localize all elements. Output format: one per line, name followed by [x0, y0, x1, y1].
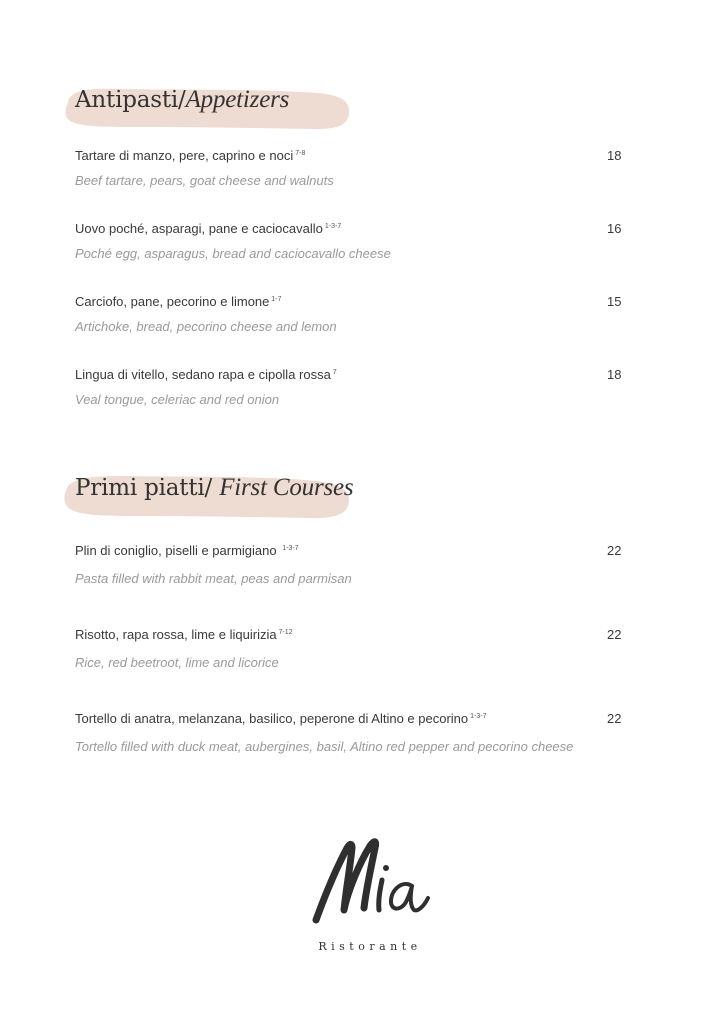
- allergen-codes: 7-12: [278, 629, 293, 636]
- dish-description: Beef tartare, pears, goat cheese and walnuts: [75, 173, 334, 188]
- dish-name: Carciofo, pane, pecorino e limone $^{1-7}$: [75, 294, 282, 309]
- dish-price: 15: [607, 294, 622, 309]
- allergen-codes: 1-3-7: [470, 713, 487, 720]
- dish-name: Risotto, rapa rossa, lime e liquirizia $^{7-12}$: [75, 627, 293, 642]
- dish-price: 22: [607, 627, 622, 642]
- section-primi-piatti: [0, 468, 724, 754]
- dish-description: Rice, red beetroot, lime and licorice: [75, 655, 279, 670]
- dish-name: Lingua di vitello, sedano rapa e cipolla rossa $^7$: [75, 367, 337, 382]
- dish-price: 22: [607, 543, 622, 558]
- dish-name: Tortello di anatra, melanzana, basilico, peperone di Altino e pecorino $^{1-3-7}$: [75, 711, 487, 726]
- dish-description: Poché egg, asparagus, bread and caciocavallo cheese: [75, 246, 391, 261]
- logo-subtitle: Ristorante: [318, 940, 422, 953]
- section-title: Primi piatti/ First Courses: [75, 474, 354, 501]
- dish-description: Veal tongue, celeriac and red onion: [75, 392, 280, 407]
- dish-name: Uovo poché, asparagi, pane e caciocavallo $^{1-3-7}$: [75, 221, 342, 236]
- dish-name: Tartare di manzo, pere, caprino e noci $^{7-8}$: [75, 148, 306, 163]
- dish-description: Artichoke, bread, pecorino cheese and lemon: [75, 319, 337, 334]
- dish-description: Tortello filled with duck meat, aubergines, basil, Altino red pepper and pecorino cheese: [75, 739, 574, 754]
- allergen-codes: 1-3-7: [282, 545, 299, 552]
- allergen-codes: 7-8: [295, 150, 306, 157]
- dish-price: 22: [607, 711, 622, 726]
- dish-price: 18: [607, 367, 622, 382]
- dish-price: 16: [607, 221, 622, 236]
- mia-logo: [300, 828, 440, 928]
- section-title: Antipasti/Appetizers: [75, 86, 290, 113]
- dish-description: Pasta filled with rabbit meat, peas and parmisan: [75, 571, 352, 586]
- section-heading: [0, 80, 724, 136]
- allergen-codes: 1-3-7: [324, 223, 342, 230]
- allergen-codes: 1-7: [271, 296, 282, 303]
- dish-price: 18: [607, 148, 622, 163]
- allergen-codes: 7: [332, 369, 337, 376]
- dish-name: Plin di coniglio, piselli e parmigiano $^{1-3-7}$: [75, 543, 299, 558]
- section-antipasti: [0, 80, 724, 407]
- section-heading: [0, 468, 724, 524]
